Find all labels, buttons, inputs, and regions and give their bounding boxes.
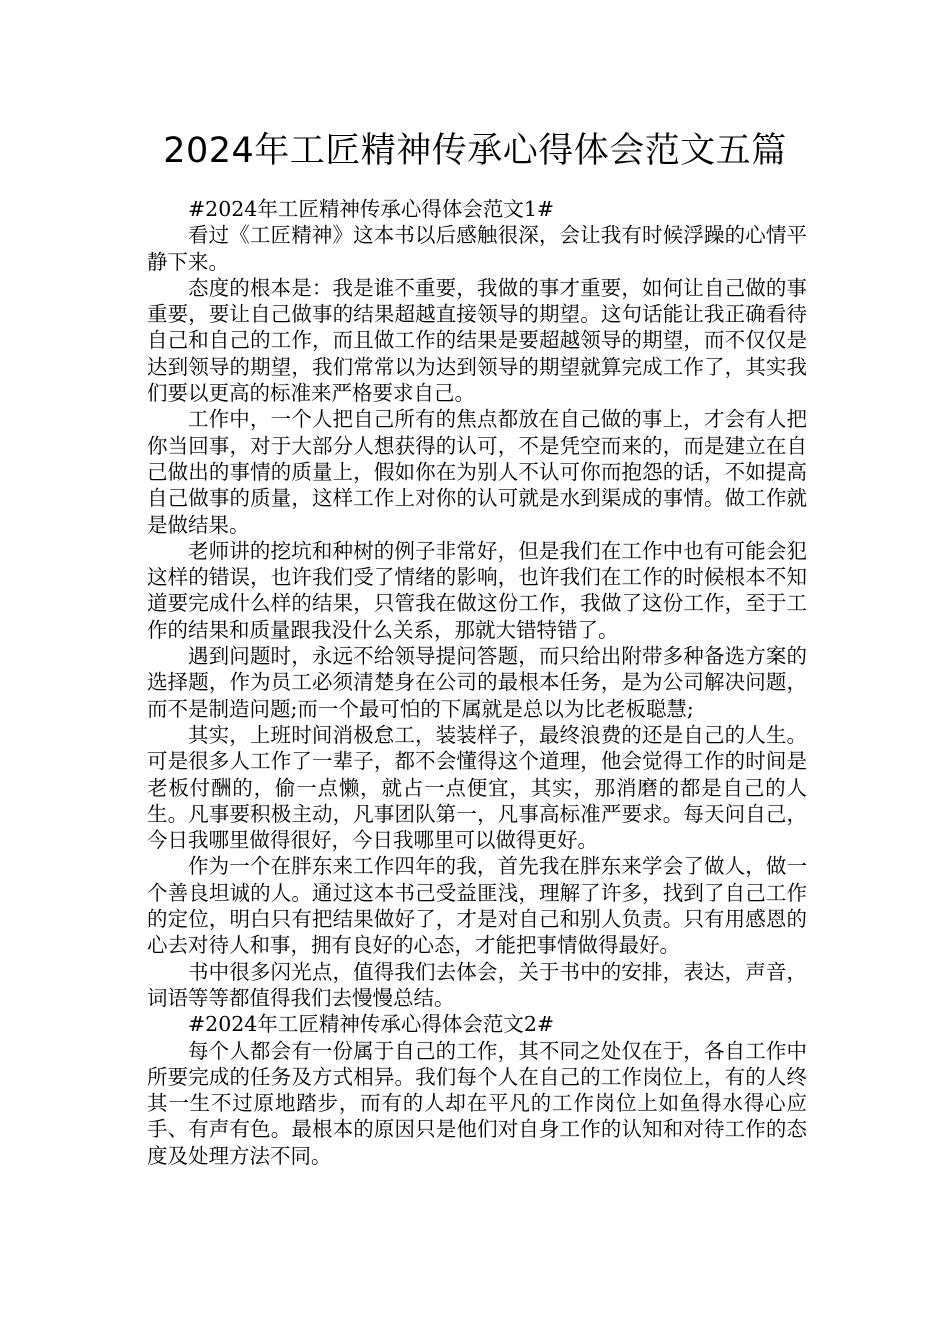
- paragraph: 书中很多闪光点，值得我们去体会，关于书中的安排，表达，声音，词语等等都值得我们去慢慢总结。: [147, 959, 807, 1010]
- paragraph: 每个人都会有一份属于自己的工作，其不同之处仅在于，各自工作中所要完成的任务及方式相异。我们每个人在自己的工作岗位上，有的人终其一生不过原地踏步，而有的人却在平凡的工作岗位上如鱼得水得心应手、有声有色。最根本的原因只是他们对自身工作的认知和对待工作的态度及处理方法不同。: [147, 1038, 807, 1168]
- document-body: [147, 196, 807, 1169]
- paragraph: 老师讲的挖坑和种树的例子非常好，但是我们在工作中也有可能会犯这样的错误，也许我们受了情绪的影响，也许我们在工作的时候根本不知道要完成什么样的结果，只管我在做这份工作，我做了这份工作，至于工作的结果和质量跟我没什么关系，那就大错特错了。: [147, 538, 807, 642]
- paragraph: 看过《工匠精神》这本书以后感触很深，会让我有时候浮躁的心情平静下来。: [147, 223, 807, 274]
- paragraph: 其实，上班时间消极怠工，装装样子，最终浪费的还是自己的人生。可是很多人工作了一辈子，都不会懂得这个道理，他会觉得工作的时间是老板付酬的，偷一点懒，就占一点便宜，其实，那消磨的都是自己的人生。凡事要积极主动，凡事团队第一，凡事高标准严要求。每天问自己，今日我哪里做得很好，今日我哪里可以做得更好。: [147, 722, 807, 853]
- document-title: 2024年工匠精神传承心得体会范文五篇: [163, 131, 787, 171]
- section-heading: #2024年工匠精神传承心得体会范文1#: [188, 197, 555, 221]
- section-heading: #2024年工匠精神传承心得体会范文2#: [188, 1012, 555, 1037]
- paragraph: 作为一个在胖东来工作四年的我，首先我在胖东来学会了做人，做一个善良坦诚的人。通过这本书己受益匪浅，理解了许多，找到了自己工作的定位，明白只有把结果做好了，才是对自己和别人负责。只有用感恩的心去对待人和事，拥有良好的心态，才能把事情做得最好。: [147, 854, 807, 958]
- paragraph: 遇到问题时，永远不给领导提问答题，而只给出附带多种备选方案的选择题，作为员工必须清楚身在公司的最根本任务，是为公司解决问题，而不是制造问题;而一个最可怕的下属就是总以为比老板聪慧;: [147, 644, 807, 721]
- paragraph: 态度的根本是：我是谁不重要，我做的事才重要，如何让自己做的事重要，要让自己做事的结果超越直接领导的期望。这句话能让我正确看待自己和自己的工作，而且做工作的结果是要超越领导的期望，而不仅仅是达到领导的期望，我们常常以为达到领导的期望就算完成工作了，其实我们要以更高的标准来严格要求自己。: [147, 275, 807, 406]
- paragraph: 工作中，一个人把自己所有的焦点都放在自己做的事上，才会有人把你当回事，对于大部分人想获得的认可，不是凭空而来的，而是建立在自己做出的事情的质量上，假如你在为别人不认可你而抱怨的话，不如提高自己做事的质量，这样工作上对你的认可就是水到渠成的事情。做工作就是做结果。: [147, 407, 807, 537]
